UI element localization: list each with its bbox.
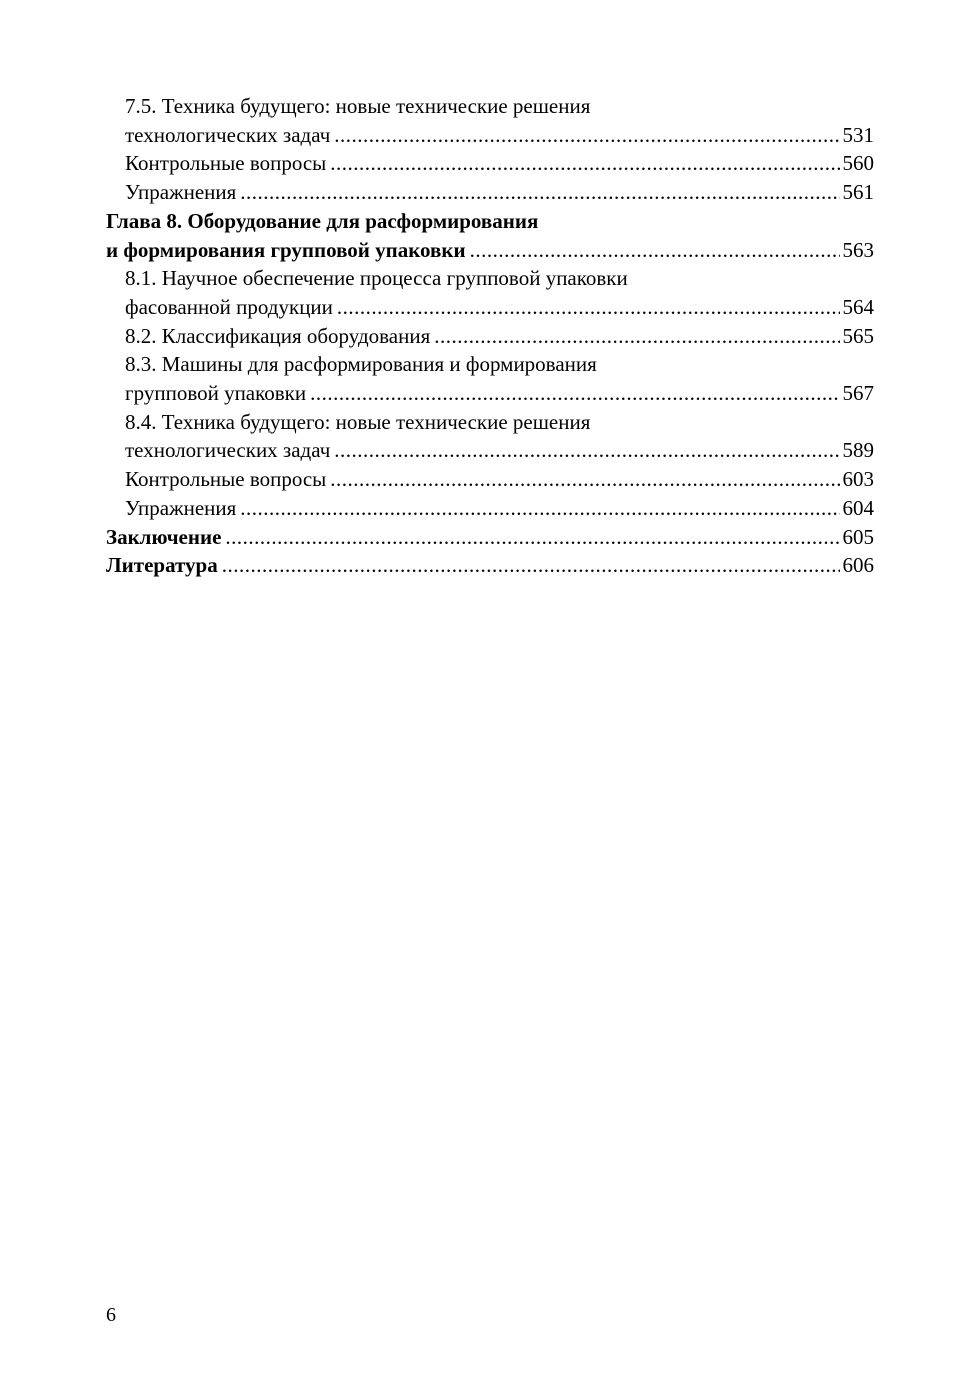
- toc-entry-title: Контрольные вопросы: [125, 467, 327, 492]
- toc-entry-page: 604: [842, 495, 874, 520]
- dot-leader: [310, 379, 839, 408]
- dot-leader: [222, 551, 840, 580]
- toc-entry-8-4[interactable]: [106, 408, 874, 465]
- toc-entry-page: 564: [842, 294, 874, 319]
- toc-entry-title-line: 8.4. Техника будущего: новые технические решения: [125, 409, 591, 434]
- dot-leader: [334, 121, 839, 150]
- dot-leader: [334, 436, 839, 465]
- toc-entry-title-line: Глава 8. Оборудование для расформирования: [106, 208, 539, 233]
- toc-entry-conclusion[interactable]: [106, 523, 874, 552]
- toc-entry-title: Упражнения: [125, 495, 237, 520]
- toc-entry-title-line: 8.3. Машины для расформирования и формирования: [125, 352, 597, 377]
- toc-entry-page: 605: [842, 524, 874, 549]
- toc-entry-page: 567: [842, 381, 874, 406]
- toc-entry-exercises-7[interactable]: [106, 178, 874, 207]
- toc-entry-title: технологических задач: [125, 122, 331, 147]
- toc-entry-7-5[interactable]: [106, 92, 874, 149]
- toc-entry-title: фасованной продукции: [125, 294, 333, 319]
- toc-entry-chapter-8[interactable]: [106, 207, 874, 264]
- dot-leader: [434, 322, 839, 351]
- toc-entry-8-2[interactable]: [106, 322, 874, 351]
- toc-entry-title: Заключение: [106, 524, 222, 549]
- toc-entry-title: технологических задач: [125, 438, 331, 463]
- toc-entry-page: 560: [842, 151, 874, 176]
- dot-leader: [330, 465, 839, 494]
- dot-leader: [240, 494, 839, 523]
- toc-entry-page: 606: [842, 553, 874, 578]
- dot-leader: [470, 236, 840, 265]
- dot-leader: [225, 523, 839, 552]
- toc-entry-page: 565: [842, 323, 874, 348]
- toc-entry-8-3[interactable]: [106, 350, 874, 407]
- toc-entry-page: 561: [842, 180, 874, 205]
- toc-entry-control-questions-7[interactable]: [106, 149, 874, 178]
- toc-entry-title: групповой упаковки: [125, 381, 307, 406]
- toc-entry-literature[interactable]: [106, 551, 874, 580]
- toc-entry-8-1[interactable]: [106, 264, 874, 321]
- toc-entry-control-questions-8[interactable]: [106, 465, 874, 494]
- toc-entry-title: и формирования групповой упаковки: [106, 237, 466, 262]
- toc-entry-title: Упражнения: [125, 180, 237, 205]
- page-number: 6: [106, 1304, 116, 1326]
- toc-entry-title: Контрольные вопросы: [125, 151, 327, 176]
- toc-entry-title: 8.2. Классификация оборудования: [125, 323, 431, 348]
- dot-leader: [337, 293, 840, 322]
- toc-entry-page: 563: [842, 237, 874, 262]
- toc-entry-exercises-8[interactable]: [106, 494, 874, 523]
- dot-leader: [240, 178, 839, 207]
- toc-entry-title: Литература: [106, 553, 218, 578]
- table-of-contents: [106, 92, 874, 580]
- toc-entry-title-line: 7.5. Техника будущего: новые технические решения: [125, 94, 591, 118]
- toc-entry-page: 589: [842, 438, 874, 463]
- toc-entry-title-line: 8.1. Научное обеспечение процесса групповой упаковки: [125, 266, 628, 291]
- toc-entry-page: 531: [842, 122, 874, 147]
- dot-leader: [330, 149, 839, 178]
- toc-entry-page: 603: [842, 467, 874, 492]
